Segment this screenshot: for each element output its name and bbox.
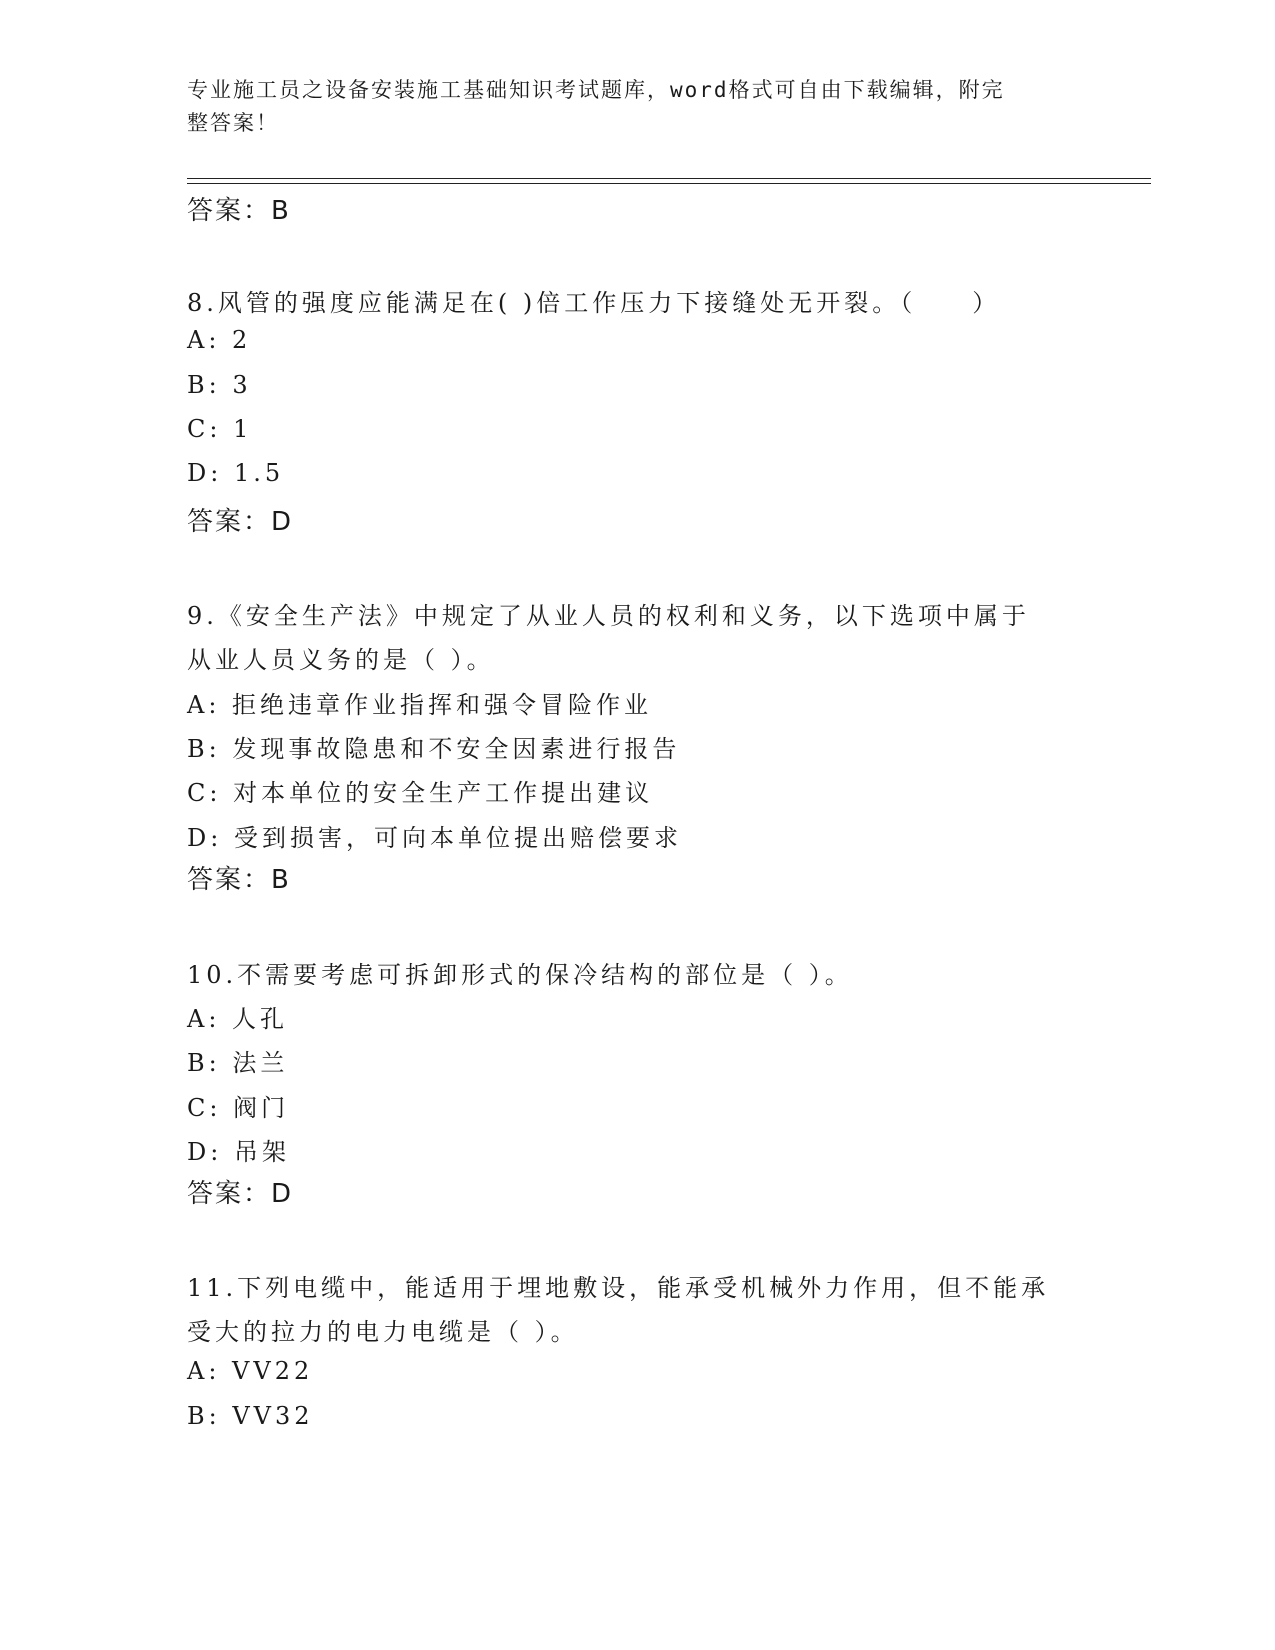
document-header [187,74,1087,140]
answer: 答案：D [187,1179,294,1209]
option-d: D: 吊架 [187,1138,290,1166]
question-stem-line-2: 从业人员义务的是（ ）。 [187,646,495,674]
option-c: C: 阀门 [187,1094,290,1122]
question-stem-line-2: 受大的拉力的电力电缆是（ ）。 [187,1318,579,1346]
option-c: C: 对本单位的安全生产工作提出建议 [187,779,654,807]
option-a: A: 2 [187,326,252,354]
option-b: B: 法兰 [187,1049,289,1077]
option-d: D: 受到损害，可向本单位提出赔偿要求 [187,824,682,852]
previous-answer: 答案：B [187,196,291,226]
question-stem-line-1: 11.下列电缆中，能适用于埋地敷设，能承受机械外力作用，但不能承 [187,1274,1050,1302]
answer: 答案：B [187,865,291,895]
option-a: A: VV22 [187,1357,314,1385]
header-line-1: 专业施工员之设备安装施工基础知识考试题库，word格式可自由下载编辑，附完 [187,78,1005,102]
option-d: D: 1.5 [187,459,285,487]
option-b: B: 3 [187,371,252,399]
question-stem: 8.风管的强度应能满足在( )倍工作压力下接缝处无开裂。（ ） [187,289,1001,317]
option-b: B: VV32 [187,1402,314,1430]
header-divider-top [187,178,1151,179]
question-stem-line-1: 9.《安全生产法》中规定了从业人员的权利和义务，以下选项中属于 [187,602,1030,630]
answer: 答案：D [187,507,294,537]
option-a: A: 人孔 [187,1005,289,1033]
option-c: C: 1 [187,415,253,443]
header-line-2: 整答案！ [187,111,279,135]
question-stem: 10.不需要考虑可拆卸形式的保冷结构的部位是（ ）。 [187,961,853,989]
option-b: B: 发现事故隐患和不安全因素进行报告 [187,735,681,763]
option-a: A: 拒绝违章作业指挥和强令冒险作业 [187,691,653,719]
header-divider-bottom [187,183,1151,184]
